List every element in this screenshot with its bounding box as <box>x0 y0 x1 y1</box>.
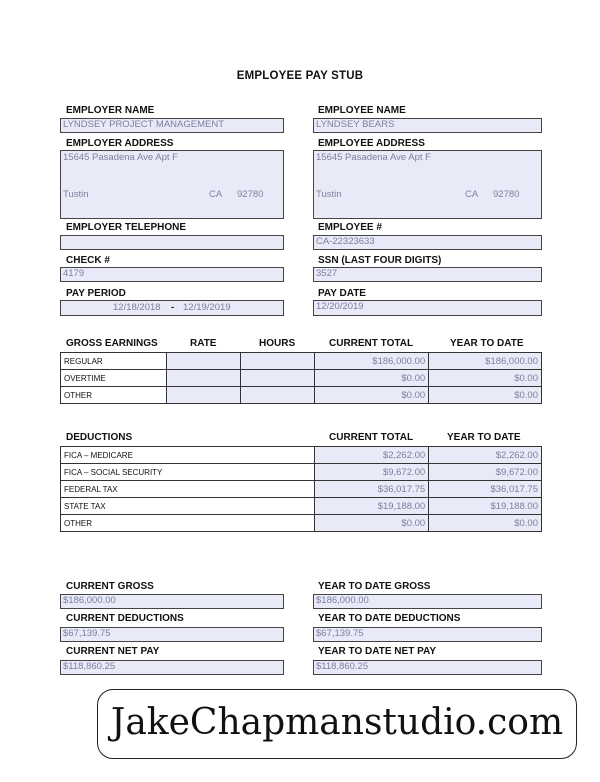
deduction-ytd-cell[interactable]: $9,672.00 <box>429 464 542 481</box>
table-row <box>61 481 542 498</box>
ytd-net-pay-field[interactable]: $118,860.25 <box>313 660 542 675</box>
employer-name-field[interactable]: LYNDSEY PROJECT MANAGEMENT <box>60 118 284 133</box>
deductions-header-ytd: YEAR TO DATE <box>447 432 521 443</box>
deduction-current-cell[interactable]: $2,262.00 <box>315 447 429 464</box>
earnings-row-name: REGULAR <box>61 353 167 370</box>
table-row <box>61 515 542 532</box>
ytd-deductions-field[interactable]: $67,139.75 <box>313 627 542 642</box>
deduction-row-name: FEDERAL TAX <box>61 481 315 498</box>
deductions-header-current: CURRENT TOTAL <box>329 432 414 443</box>
employer-address-field[interactable] <box>60 150 284 219</box>
deduction-current-cell[interactable]: $0.00 <box>315 515 429 532</box>
employee-number-label: EMPLOYEE # <box>318 222 382 233</box>
page-title: EMPLOYEE PAY STUB <box>236 70 364 82</box>
deduction-row-name: STATE TAX <box>61 498 315 515</box>
employee-address-field[interactable] <box>313 150 542 219</box>
ytd-gross-field[interactable]: $186,000.00 <box>313 594 542 609</box>
earnings-header-current: CURRENT TOTAL <box>329 338 414 349</box>
earnings-ytd-cell[interactable]: $0.00 <box>429 387 542 404</box>
table-row <box>61 387 542 404</box>
ytd-net-pay-label: YEAR TO DATE NET PAY <box>318 646 436 657</box>
table-row <box>61 370 542 387</box>
employee-street: 15645 Pasadena Ave Apt F <box>316 152 431 163</box>
current-deductions-label: CURRENT DEDUCTIONS <box>66 613 184 624</box>
earnings-ytd-cell[interactable]: $186,000.00 <box>429 353 542 370</box>
earnings-header-ytd: YEAR TO DATE <box>450 338 524 349</box>
earnings-current-cell[interactable]: $0.00 <box>315 370 429 387</box>
employee-address-label: EMPLOYEE ADDRESS <box>318 138 425 149</box>
employee-state: CA <box>465 189 479 200</box>
earnings-row-name: OTHER <box>61 387 167 404</box>
pay-period-start: 12/18/2018 <box>113 302 161 313</box>
earnings-header-rate: RATE <box>190 338 217 349</box>
employee-city: Tustin <box>316 189 342 200</box>
deduction-row-name: OTHER <box>61 515 315 532</box>
watermark-text: JakeChapmanstudio.com <box>110 702 564 743</box>
pay-period-separator: - <box>171 302 175 313</box>
deduction-row-name: FICA – MEDICARE <box>61 447 315 464</box>
current-deductions-field[interactable]: $67,139.75 <box>60 627 284 642</box>
employer-address-label: EMPLOYER ADDRESS <box>66 138 174 149</box>
employer-street: 15645 Pasadena Ave Apt F <box>63 152 178 163</box>
deduction-ytd-cell[interactable]: $19,188.00 <box>429 498 542 515</box>
earnings-rate-cell[interactable] <box>166 353 240 370</box>
earnings-row-name: OVERTIME <box>61 370 167 387</box>
deduction-ytd-cell[interactable]: $2,262.00 <box>429 447 542 464</box>
employer-zip: 92780 <box>237 189 264 200</box>
deduction-row-name: FICA – SOCIAL SECURITY <box>61 464 315 481</box>
pay-period-end: 12/19/2019 <box>183 302 231 313</box>
employer-state: CA <box>209 189 223 200</box>
employee-zip: 92780 <box>493 189 520 200</box>
check-number-field[interactable]: 4179 <box>60 267 284 282</box>
earnings-header-hours: HOURS <box>259 338 296 349</box>
employee-name-field[interactable]: LYNDSEY BEARS <box>313 118 542 133</box>
pay-date-label: PAY DATE <box>318 288 366 299</box>
earnings-current-cell[interactable]: $186,000.00 <box>315 353 429 370</box>
employer-name-label: EMPLOYER NAME <box>66 105 155 116</box>
earnings-hours-cell[interactable] <box>240 353 315 370</box>
ytd-gross-label: YEAR TO DATE GROSS <box>318 581 431 592</box>
pay-date-field[interactable]: 12/20/2019 <box>313 300 542 316</box>
employee-number-field[interactable]: CA-22323633 <box>313 235 542 250</box>
deduction-current-cell[interactable]: $9,672.00 <box>315 464 429 481</box>
deduction-ytd-cell[interactable]: $0.00 <box>429 515 542 532</box>
table-row <box>61 498 542 515</box>
table-row <box>61 464 542 481</box>
deduction-current-cell[interactable]: $36,017.75 <box>315 481 429 498</box>
table-row <box>61 447 542 464</box>
deduction-ytd-cell[interactable]: $36,017.75 <box>429 481 542 498</box>
current-net-pay-field[interactable]: $118,860.25 <box>60 660 284 675</box>
earnings-hours-cell[interactable] <box>240 370 315 387</box>
deduction-current-cell[interactable]: $19,188.00 <box>315 498 429 515</box>
ssn-label: SSN (LAST FOUR DIGITS) <box>318 255 442 266</box>
earnings-rate-cell[interactable] <box>166 370 240 387</box>
pay-period-label: PAY PERIOD <box>66 288 126 299</box>
ssn-field[interactable]: 3527 <box>313 267 542 282</box>
table-row <box>61 353 542 370</box>
check-number-label: CHECK # <box>66 255 110 266</box>
deductions-header: DEDUCTIONS <box>66 432 133 443</box>
earnings-rate-cell[interactable] <box>166 387 240 404</box>
employer-telephone-field[interactable] <box>60 235 284 250</box>
earnings-ytd-cell[interactable]: $0.00 <box>429 370 542 387</box>
earnings-header-gross: GROSS EARNINGS <box>66 338 158 349</box>
deductions-table <box>60 446 542 532</box>
earnings-table <box>60 352 542 404</box>
earnings-hours-cell[interactable] <box>240 387 315 404</box>
current-gross-field[interactable]: $186,000.00 <box>60 594 284 609</box>
earnings-current-cell[interactable]: $0.00 <box>315 387 429 404</box>
ytd-deductions-label: YEAR TO DATE DEDUCTIONS <box>318 613 461 624</box>
current-net-pay-label: CURRENT NET PAY <box>66 646 160 657</box>
current-gross-label: CURRENT GROSS <box>66 581 154 592</box>
employer-telephone-label: EMPLOYER TELEPHONE <box>66 222 187 233</box>
employer-city: Tustin <box>63 189 89 200</box>
pay-period-field[interactable] <box>60 300 284 316</box>
employee-name-label: EMPLOYEE NAME <box>318 105 406 116</box>
